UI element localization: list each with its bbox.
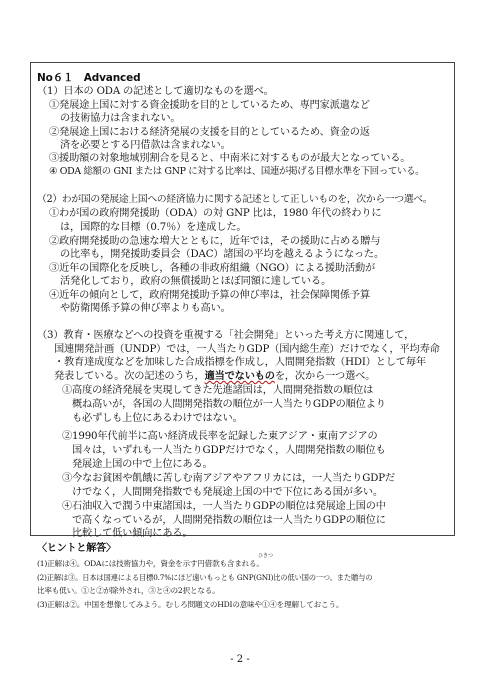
q2-option-1-line-1: ①わが国の政府開発援助（ODA）の対 GNP 比は，1980 年代の終わりに — [49, 208, 382, 219]
q2-option-4-line-2: や防衛関係予算の伸び率よりも高い。 — [60, 303, 231, 314]
q1-option-2-line-2: 済を必要とする円借款は含まれない。 — [60, 140, 231, 151]
q3-stem-line-2: 国連開発計画（UNDP）では，一人当たりGDP（国内総生産）だけでなく，平均寿命 — [54, 344, 440, 355]
q2-stem: （2）わが国の発展途上国への経済協力に関する記述として正しいものを，次から一つ選べ。 — [37, 194, 433, 205]
hint-line-3: (3)正解は②。中国を想像してみよう。むしろ問題文のHDIの意味や①④を理解しておこう。 — [37, 600, 344, 609]
q3-stem-line-3: ・教育達成度などを加味した合成指標を作成し，人間開発指数（HDI）として毎年 — [54, 357, 426, 368]
q3-stem-tail: を，次から一つ選べ。 — [274, 371, 376, 382]
q3-stem-line-4-text: 発表している。次の記述のうち， — [54, 371, 205, 382]
q3-stem-line-1: （3）教育・医療などへの投資を重視する「社会開発」といった考え方に関連して， — [37, 330, 415, 341]
hint-line-1: (1)正解は④。ODAには技術協力や，資金を示す円借款も含まれる。 — [37, 559, 264, 568]
hint-title: 〈ヒントと解答〉 — [37, 543, 116, 554]
q2-option-3-line-2: 活発化しており，政府の無償援助とほぼ同額に達している。 — [60, 276, 332, 287]
q2-option-2-line-1: ②政府開発援助の急速な増大とともに，近年では，その援助に占める贈与 — [49, 236, 381, 247]
q3-option-3-line-1: ③今なお貧困や飢餓に苦しむ南アジアやアフリカには，一人当たりGDPだ — [62, 473, 395, 484]
page-number: - 2 - — [230, 654, 250, 665]
hint-line-2: (2)正解は③。日本は国連による目標0.7%にほど遠いもっとも GNP(GNI)比の低い国の一つ。また贈与の — [37, 573, 373, 582]
q3-stem-line-4 — [54, 370, 375, 383]
q3-option-2-line-2: 国々は，いずれも一人当たりGDPだけでなく，人間開発指数の順位も — [72, 445, 386, 456]
hint-ruby: ひきつ — [258, 553, 274, 559]
q2-option-2-line-2: の比率も，開発援助委員会（DAC）諸国の平均を越えるようになった。 — [60, 249, 384, 260]
q3-option-1-line-2: 概ね高いが，各国の人間開発指数の順位が一人当たりGDPの順位より — [72, 399, 386, 410]
q3-option-2-line-1: ②1990年代前半に高い経済成長率を記録した東アジア・東南アジアの — [62, 431, 378, 442]
q2-option-4-line-1: ④近年の傾向として，政府開発援助予算の伸び率は，社会保障関係予算 — [49, 290, 370, 301]
q2-option-3-line-1: ③近年の国際化を反映し，各種の非政府組織（NGO）による援助活動が — [49, 263, 376, 274]
q3-option-3-line-2: けでなく，人間開発指数でも発展途上国の中で下位にある国が多い。 — [72, 487, 383, 498]
q3-stem-emphasis: 適当でないもの — [204, 370, 275, 382]
hint-line-2b: 比率も低い。①と②が除外され，③と④の2択となる。 — [37, 586, 220, 595]
q1-option-3: ③援助額の対象地域別割合を見ると、中南米に対するものが最大となっている。 — [49, 153, 411, 164]
q2-option-1-line-2: は，国際的な目標（0.7％）を達成した。 — [60, 222, 247, 233]
q1-option-1-line-2: の技術協力は含まれない。 — [60, 113, 181, 124]
q1-option-2-line-1: ②発展途上国における経済発展の支援を目的としているため、資金の返 — [49, 127, 370, 138]
q3-option-1-line-3: も必ずしも上位にあるわけではない。 — [72, 413, 243, 424]
q1-option-1-line-1: ①発展途上国に対する資金援助を目的としているため、専門家派遣など — [49, 100, 370, 111]
q3-option-1-line-1: ①高度の経済発展を実現してきた先進諸国は，人間開発指数の順位は — [62, 385, 374, 396]
page-title: No６１ Advanced — [37, 72, 141, 84]
q3-option-4-line-3: 比較して低い傾向にある。 — [72, 528, 193, 539]
q3-option-2-line-3: 発展途上国の中で上位にある。 — [72, 459, 213, 470]
q3-option-4-line-1: ④石油収入で潤う中東諸国は，一人当たりGDPの順位は発展途上国の中 — [62, 501, 386, 512]
q3-option-4-line-2: で高くなっているが，人間開発指数の順位は一人当たりGDPの順位に — [72, 515, 386, 526]
q1-stem: （1）日本の ODA の記述として適切なものを選べ。 — [37, 86, 274, 97]
q1-option-4: ④ ODA 総額の GNI または GNP に対する比率は、国連が掲げる目標水準を下回っている。 — [49, 166, 425, 177]
